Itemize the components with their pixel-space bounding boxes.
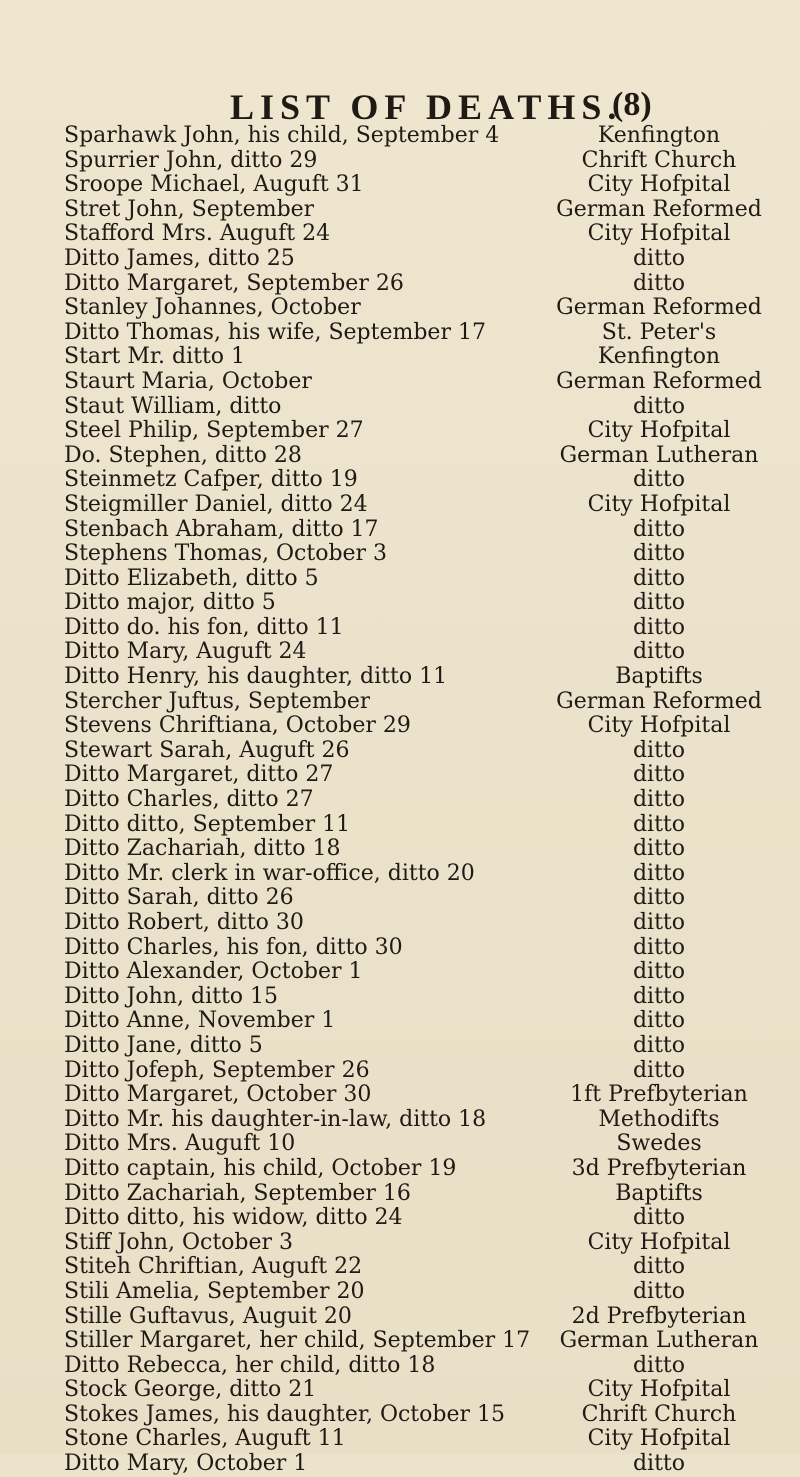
entry-name: Ditto Jofeph, September 26 bbox=[64, 1058, 370, 1083]
entry-burial-place: Baptifts bbox=[615, 1180, 703, 1206]
entry-burial-place: German Reformed bbox=[556, 688, 762, 714]
list-item bbox=[64, 813, 784, 838]
entry-name: Ditto Rebecca, her child, ditto 18 bbox=[64, 1353, 436, 1378]
entry-name: Staut William, ditto bbox=[64, 394, 282, 419]
entry-name: Ditto captain, his child, October 19 bbox=[64, 1156, 457, 1181]
entry-burial-place: ditto bbox=[632, 1205, 686, 1231]
list-item bbox=[64, 960, 784, 985]
entry-name: Stille Guftavus, Auguit 20 bbox=[64, 1304, 352, 1329]
entry-burial-place: ditto bbox=[632, 885, 686, 911]
entry-burial-place: ditto bbox=[632, 737, 686, 763]
entry-burial-place: City Hofpital bbox=[587, 491, 731, 517]
entry-burial-place: ditto bbox=[632, 934, 686, 960]
entry-name: Sparhawk John, his child, September 4 bbox=[64, 124, 500, 148]
entry-name: Ditto John, ditto 15 bbox=[64, 984, 279, 1009]
entry-name: Do. Stephen, ditto 28 bbox=[64, 443, 302, 468]
entry-name: Steel Philip, September 27 bbox=[64, 419, 364, 444]
list-item bbox=[64, 591, 784, 616]
list-item bbox=[64, 1206, 784, 1231]
entry-name: Ditto Margaret, October 30 bbox=[64, 1083, 372, 1108]
entry-name: Start Mr. ditto 1 bbox=[64, 345, 246, 370]
entry-burial-place: ditto bbox=[632, 614, 686, 640]
entry-name: Ditto Mrs. Auguft 10 bbox=[64, 1132, 296, 1157]
list-item bbox=[64, 395, 784, 420]
entry-name: Ditto Robert, ditto 30 bbox=[64, 911, 304, 935]
entry-name: Stewart Sarah, Auguft 26 bbox=[64, 738, 350, 763]
list-item bbox=[64, 1305, 784, 1330]
page-header bbox=[230, 86, 770, 126]
list-item bbox=[64, 1059, 784, 1084]
list-item bbox=[64, 837, 784, 862]
list-item bbox=[64, 370, 784, 395]
entry-name: Stiteh Chriftian, Auguft 22 bbox=[64, 1255, 363, 1280]
entry-name: Stiller Margaret, her child, September 17 bbox=[64, 1329, 531, 1354]
entry-name: Ditto Mr. clerk in war-office, ditto 20 bbox=[64, 861, 475, 886]
entry-burial-place: German Reformed bbox=[556, 295, 762, 321]
entry-burial-place: ditto bbox=[632, 959, 686, 985]
entry-name: Ditto Margaret, September 26 bbox=[64, 271, 404, 296]
entry-name: Ditto Charles, ditto 27 bbox=[64, 788, 314, 813]
entry-burial-place: ditto bbox=[632, 565, 686, 591]
entry-name: Stiff John, October 3 bbox=[64, 1230, 294, 1255]
list-item bbox=[64, 1231, 784, 1256]
list-item bbox=[64, 1108, 784, 1133]
entry-name: Ditto ditto, his widow, ditto 24 bbox=[64, 1206, 403, 1231]
list-item bbox=[64, 124, 784, 149]
list-item bbox=[64, 665, 784, 690]
list-item bbox=[64, 419, 784, 444]
list-item bbox=[64, 1452, 784, 1477]
list-item bbox=[64, 763, 784, 788]
entry-name: Stenbach Abraham, ditto 17 bbox=[64, 517, 379, 542]
entry-burial-place: German Lutheran bbox=[559, 1328, 759, 1354]
entry-name: Stanley Johannes, October bbox=[64, 296, 361, 321]
list-item bbox=[64, 1403, 784, 1428]
list-item bbox=[64, 1034, 784, 1059]
entry-burial-place: 2d Prefbyterian bbox=[571, 1303, 747, 1329]
entry-burial-place: City Hofpital bbox=[587, 713, 731, 739]
list-item bbox=[64, 444, 784, 469]
list-item bbox=[64, 1280, 784, 1305]
entry-name: Stafford Mrs. Auguft 24 bbox=[64, 222, 331, 247]
list-item bbox=[64, 1009, 784, 1034]
list-item bbox=[64, 985, 784, 1010]
entry-burial-place: German Reformed bbox=[556, 368, 762, 394]
entry-burial-place: Methodifts bbox=[598, 1106, 720, 1132]
list-item bbox=[64, 1427, 784, 1452]
entry-name: Ditto major, ditto 5 bbox=[64, 591, 276, 616]
entry-burial-place: St. Peter's bbox=[601, 319, 717, 345]
entry-burial-place: ditto bbox=[632, 590, 686, 616]
entry-burial-place: ditto bbox=[632, 245, 686, 271]
entry-name: Ditto ditto, September 11 bbox=[64, 812, 351, 837]
entry-burial-place: ditto bbox=[632, 762, 686, 788]
entry-name: Stevens Chriftiana, October 29 bbox=[64, 714, 411, 739]
list-item bbox=[64, 518, 784, 543]
death-list bbox=[64, 124, 784, 1477]
entry-name: Ditto do. his fon, ditto 11 bbox=[64, 615, 344, 640]
entry-burial-place: City Hofpital bbox=[587, 1229, 731, 1255]
entry-name: Ditto Elizabeth, ditto 5 bbox=[64, 566, 319, 591]
entry-name: Ditto Anne, November 1 bbox=[64, 1009, 336, 1034]
list-item bbox=[64, 173, 784, 198]
entry-burial-place: ditto bbox=[632, 541, 686, 567]
entry-burial-place: Kenfington bbox=[597, 123, 721, 148]
entry-burial-place: ditto bbox=[632, 467, 686, 493]
entry-burial-place: ditto bbox=[632, 787, 686, 813]
list-item bbox=[64, 714, 784, 739]
entry-burial-place: City Hofpital bbox=[587, 418, 731, 444]
entry-burial-place: Chrift Church bbox=[581, 1401, 737, 1427]
entry-burial-place: 1ft Prefbyterian bbox=[570, 1082, 748, 1108]
entry-burial-place: ditto bbox=[632, 910, 686, 935]
list-item bbox=[64, 542, 784, 567]
entry-name: Ditto Mary, October 1 bbox=[64, 1452, 308, 1477]
entry-name: Ditto Zachariah, September 16 bbox=[64, 1181, 411, 1206]
list-item bbox=[64, 936, 784, 961]
entry-burial-place: Baptifts bbox=[615, 664, 703, 690]
entry-burial-place: City Hofpital bbox=[587, 172, 731, 198]
entry-name: Staurt Maria, October bbox=[64, 369, 312, 394]
entry-name: Ditto Alexander, October 1 bbox=[64, 960, 363, 985]
list-item bbox=[64, 616, 784, 641]
entry-name: Ditto Margaret, ditto 27 bbox=[64, 763, 334, 788]
entry-name: Stret John, September bbox=[64, 197, 315, 222]
page-title: LIST OF DEATHS. bbox=[230, 87, 623, 127]
list-item bbox=[64, 1182, 784, 1207]
entry-burial-place: German Lutheran bbox=[559, 442, 759, 468]
entry-burial-place: ditto bbox=[632, 860, 686, 886]
entry-name: Stone Charles, Auguft 11 bbox=[64, 1427, 346, 1452]
entry-burial-place: ditto bbox=[632, 639, 686, 665]
list-item bbox=[64, 739, 784, 764]
list-item bbox=[64, 1329, 784, 1354]
entry-burial-place: ditto bbox=[632, 836, 686, 862]
list-item bbox=[64, 788, 784, 813]
list-item bbox=[64, 149, 784, 174]
entry-burial-place: ditto bbox=[632, 1451, 686, 1477]
entry-name: Ditto Henry, his daughter, ditto 11 bbox=[64, 665, 448, 690]
list-item bbox=[64, 690, 784, 715]
entry-burial-place: ditto bbox=[632, 983, 686, 1009]
page-number: (8) bbox=[612, 86, 652, 123]
list-item bbox=[64, 272, 784, 297]
entry-burial-place: ditto bbox=[632, 1352, 686, 1378]
list-item bbox=[64, 567, 784, 592]
entry-burial-place: Kenfington bbox=[597, 344, 721, 370]
entry-burial-place: City Hofpital bbox=[587, 221, 731, 247]
entry-name: Spurrier John, ditto 29 bbox=[64, 148, 318, 173]
list-item bbox=[64, 1157, 784, 1182]
entry-burial-place: Chrift Church bbox=[581, 147, 737, 173]
entry-burial-place: ditto bbox=[632, 1057, 686, 1083]
list-item bbox=[64, 345, 784, 370]
entry-name: Steinmetz Cafper, ditto 19 bbox=[64, 468, 358, 493]
entry-name: Steigmiller Daniel, ditto 24 bbox=[64, 492, 368, 517]
entry-name: Ditto Sarah, ditto 26 bbox=[64, 886, 294, 911]
entry-burial-place: City Hofpital bbox=[587, 1426, 731, 1452]
list-item bbox=[64, 321, 784, 346]
entry-burial-place: German Reformed bbox=[556, 196, 762, 222]
list-item bbox=[64, 198, 784, 223]
entry-burial-place: ditto bbox=[632, 1008, 686, 1034]
entry-name: Sroope Michael, Auguft 31 bbox=[64, 173, 364, 198]
list-item bbox=[64, 640, 784, 665]
entry-name: Ditto James, ditto 25 bbox=[64, 246, 295, 271]
list-item bbox=[64, 1354, 784, 1379]
entry-name: Stock George, ditto 21 bbox=[64, 1378, 317, 1403]
entry-burial-place: ditto bbox=[632, 393, 686, 419]
list-item bbox=[64, 493, 784, 518]
list-item bbox=[64, 296, 784, 321]
list-item bbox=[64, 886, 784, 911]
list-item bbox=[64, 1083, 784, 1108]
entry-burial-place: ditto bbox=[632, 270, 686, 296]
entry-burial-place: ditto bbox=[632, 516, 686, 542]
entry-name: Ditto Thomas, his wife, September 17 bbox=[64, 320, 486, 345]
list-item bbox=[64, 247, 784, 272]
entry-name: Stili Amelia, September 20 bbox=[64, 1279, 365, 1304]
entry-burial-place: ditto bbox=[632, 811, 686, 837]
entry-burial-place: Swedes bbox=[616, 1131, 702, 1157]
entry-name: Stephens Thomas, October 3 bbox=[64, 542, 388, 567]
list-item bbox=[64, 1255, 784, 1280]
entry-name: Ditto Charles, his fon, ditto 30 bbox=[64, 935, 403, 960]
list-item bbox=[64, 911, 784, 936]
list-item bbox=[64, 1132, 784, 1157]
entry-burial-place: ditto bbox=[632, 1254, 686, 1280]
list-item bbox=[64, 1378, 784, 1403]
list-item bbox=[64, 468, 784, 493]
entry-name: Ditto Zachariah, ditto 18 bbox=[64, 837, 341, 862]
entry-name: Stercher Juftus, September bbox=[64, 689, 371, 714]
entry-burial-place: 3d Prefbyterian bbox=[571, 1155, 747, 1181]
entry-name: Ditto Jane, ditto 5 bbox=[64, 1033, 263, 1058]
entry-burial-place: ditto bbox=[632, 1032, 686, 1058]
entry-name: Stokes James, his daughter, October 15 bbox=[64, 1402, 505, 1427]
list-item bbox=[64, 222, 784, 247]
list-item bbox=[64, 862, 784, 887]
entry-burial-place: City Hofpital bbox=[587, 1377, 731, 1403]
entry-name: Ditto Mary, Auguft 24 bbox=[64, 640, 307, 665]
entry-name: Ditto Mr. his daughter-in-law, ditto 18 bbox=[64, 1107, 487, 1132]
entry-burial-place: ditto bbox=[632, 1278, 686, 1304]
